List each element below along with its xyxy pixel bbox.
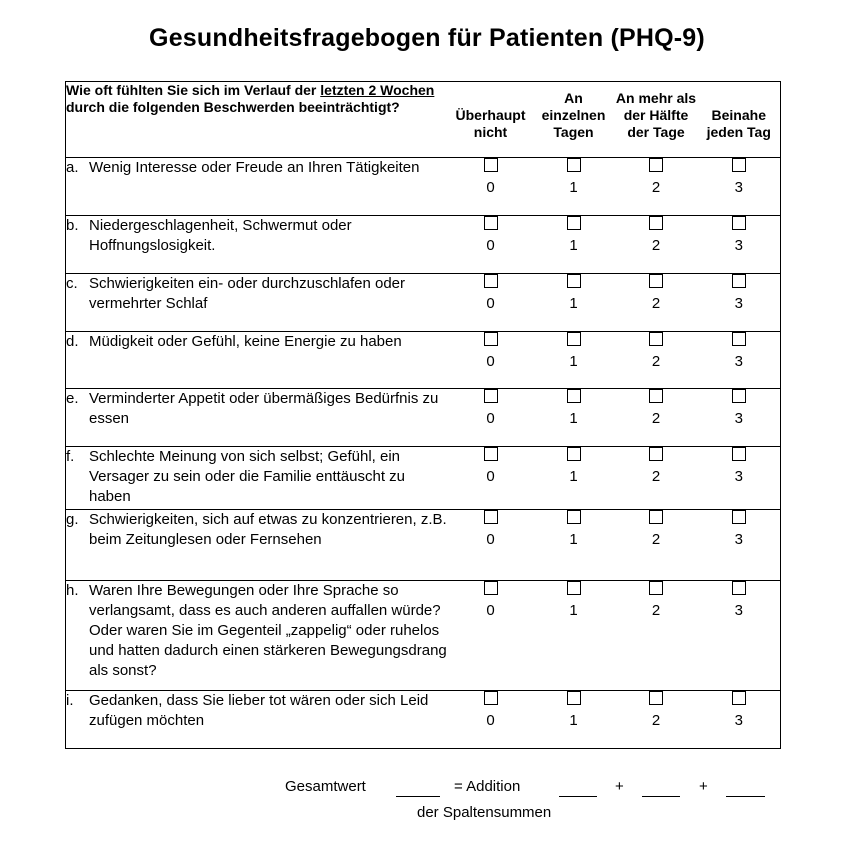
- answer-option-cell: [533, 332, 615, 389]
- answer-checkbox[interactable]: [484, 581, 498, 595]
- answer-checkbox[interactable]: [567, 389, 581, 403]
- answer-checkbox[interactable]: [484, 447, 498, 461]
- answer-option-cell: [698, 510, 781, 581]
- answer-checkbox[interactable]: [649, 389, 663, 403]
- addition-label: = Addition: [454, 778, 521, 795]
- total-blank: [396, 796, 440, 797]
- question-cell: [66, 158, 449, 216]
- question-cell: [66, 510, 449, 581]
- question-header: [66, 82, 449, 158]
- question-text: Gedanken, dass Sie lieber tot wären oder sich Leid zufügen möchten: [89, 692, 429, 729]
- answer-option-cell: [615, 447, 698, 510]
- answer-checkbox[interactable]: [732, 691, 746, 705]
- column-header-1: [533, 82, 615, 158]
- column-header-label: An mehr als der Hälfte der Tage: [615, 90, 697, 140]
- question-row: [66, 691, 781, 749]
- question-cell: [66, 332, 449, 389]
- answer-option-cell: [615, 389, 698, 447]
- table-body: [66, 158, 781, 749]
- question-row: [66, 447, 781, 510]
- answer-value: 3: [734, 237, 743, 254]
- answer-value: 1: [569, 410, 578, 427]
- answer-option-cell: [698, 274, 781, 332]
- answer-checkbox[interactable]: [649, 447, 663, 461]
- answer-checkbox[interactable]: [732, 447, 746, 461]
- answer-option-cell: [449, 389, 533, 447]
- answer-option-cell: [533, 158, 615, 216]
- answer-checkbox[interactable]: [732, 158, 746, 172]
- answer-value: 2: [651, 468, 661, 485]
- answer-option-cell: [533, 389, 615, 447]
- answer-checkbox[interactable]: [567, 158, 581, 172]
- answer-option-cell: [615, 510, 698, 581]
- answer-value: 2: [651, 237, 661, 254]
- answer-value: 2: [651, 295, 661, 312]
- answer-value: 3: [734, 531, 743, 548]
- answer-checkbox[interactable]: [484, 691, 498, 705]
- answer-value: 1: [569, 602, 578, 619]
- answer-value: 3: [734, 602, 743, 619]
- column-header-label: Überhaupt nicht: [455, 107, 526, 140]
- answer-option-cell: [698, 447, 781, 510]
- question-letter: i.: [66, 692, 74, 709]
- answer-value: 0: [486, 237, 495, 254]
- answer-option-cell: [698, 216, 781, 274]
- column-header-0: [449, 82, 533, 158]
- answer-value: 3: [734, 410, 743, 427]
- answer-checkbox[interactable]: [649, 274, 663, 288]
- answer-value: 2: [651, 353, 661, 370]
- table-header-row: [66, 82, 781, 158]
- answer-checkbox[interactable]: [484, 274, 498, 288]
- answer-checkbox[interactable]: [567, 332, 581, 346]
- answer-value: 1: [569, 237, 578, 254]
- question-letter: b.: [66, 217, 79, 234]
- question-text: Wenig Interesse oder Freude an Ihren Tätigkeiten: [89, 159, 420, 176]
- question-cell: [66, 691, 449, 749]
- answer-option-cell: [615, 158, 698, 216]
- answer-checkbox[interactable]: [484, 510, 498, 524]
- column-header-2: [615, 82, 698, 158]
- answer-checkbox[interactable]: [732, 581, 746, 595]
- answer-checkbox[interactable]: [567, 274, 581, 288]
- question-row: [66, 581, 781, 691]
- question-header-timeframe: letzten 2 Wochen: [320, 82, 435, 98]
- answer-checkbox[interactable]: [484, 158, 498, 172]
- answer-option-cell: [533, 691, 615, 749]
- question-text: Schlechte Meinung von sich selbst; Gefühl, ein Versager zu sein oder die Familie enttäuscht zu haben: [89, 448, 406, 505]
- question-letter: d.: [66, 333, 79, 350]
- answer-value: 3: [734, 468, 743, 485]
- question-letter: e.: [66, 390, 79, 407]
- question-cell: [66, 581, 449, 691]
- question-row: [66, 158, 781, 216]
- answer-checkbox[interactable]: [567, 216, 581, 230]
- column-header-label: An einzelnen Tagen: [541, 90, 606, 140]
- answer-value: 2: [651, 531, 661, 548]
- column-header-label: Beinahe jeden Tag: [706, 107, 771, 140]
- answer-value: 0: [486, 410, 495, 427]
- answer-option-cell: [615, 274, 698, 332]
- answer-value: 3: [734, 712, 743, 729]
- answer-value: 0: [486, 531, 495, 548]
- column-header-3: [698, 82, 781, 158]
- answer-value: 0: [486, 712, 495, 729]
- answer-checkbox[interactable]: [484, 216, 498, 230]
- answer-option-cell: [615, 332, 698, 389]
- answer-checkbox[interactable]: [567, 581, 581, 595]
- answer-checkbox[interactable]: [567, 447, 581, 461]
- answer-option-cell: [615, 581, 698, 691]
- answer-checkbox[interactable]: [567, 691, 581, 705]
- question-row: [66, 510, 781, 581]
- answer-option-cell: [449, 447, 533, 510]
- phq9-table: [65, 81, 781, 749]
- answer-value: 1: [569, 712, 578, 729]
- question-row: [66, 216, 781, 274]
- plus-sign-2: +: [699, 778, 708, 795]
- question-text: Müdigkeit oder Gefühl, keine Energie zu haben: [89, 333, 402, 350]
- answer-value: 1: [569, 468, 578, 485]
- answer-checkbox[interactable]: [649, 216, 663, 230]
- question-letter: g.: [66, 511, 79, 528]
- answer-checkbox[interactable]: [732, 216, 746, 230]
- answer-checkbox[interactable]: [732, 274, 746, 288]
- question-text: Waren Ihre Bewegungen oder Ihre Sprache so verlangsamt, dass es auch anderen auffallen würde? Oder waren Sie im Gegenteil „zappelig“ oder ruhelos und hatten dadurch einen stärkeren Bewegungsdrang als sonst?: [89, 582, 447, 679]
- question-text: Schwierigkeiten, sich auf etwas zu konzentrieren, z.B. beim Zeitunglesen oder Fernsehen: [89, 511, 447, 548]
- question-letter: a.: [66, 159, 79, 176]
- plus-sign-1: +: [615, 778, 624, 795]
- answer-value: 2: [651, 602, 661, 619]
- answer-checkbox[interactable]: [484, 332, 498, 346]
- answer-value: 1: [569, 295, 578, 312]
- answer-option-cell: [449, 691, 533, 749]
- answer-checkbox[interactable]: [732, 510, 746, 524]
- answer-option-cell: [615, 691, 698, 749]
- answer-checkbox[interactable]: [649, 691, 663, 705]
- answer-option-cell: [615, 216, 698, 274]
- answer-checkbox[interactable]: [649, 510, 663, 524]
- question-header-part2: durch die folgenden Beschwerden beeinträchtigt?: [66, 99, 400, 115]
- answer-value: 0: [486, 179, 495, 196]
- answer-option-cell: [449, 510, 533, 581]
- answer-option-cell: [533, 447, 615, 510]
- answer-value: 1: [569, 531, 578, 548]
- question-row: [66, 389, 781, 447]
- answer-option-cell: [533, 510, 615, 581]
- answer-value: 3: [734, 353, 743, 370]
- question-text: Schwierigkeiten ein- oder durchzuschlafen oder vermehrter Schlaf: [89, 275, 406, 312]
- answer-value: 3: [734, 295, 743, 312]
- answer-option-cell: [698, 332, 781, 389]
- question-cell: [66, 216, 449, 274]
- question-text: Niedergeschlagenheit, Schwermut oder Hoffnungslosigkeit.: [89, 217, 352, 254]
- question-row: [66, 332, 781, 389]
- answer-value: 1: [569, 353, 578, 370]
- answer-value: 0: [486, 353, 495, 370]
- answer-option-cell: [698, 158, 781, 216]
- answer-option-cell: [449, 158, 533, 216]
- answer-option-cell: [449, 274, 533, 332]
- answer-value: 3: [734, 179, 743, 196]
- answer-option-cell: [533, 274, 615, 332]
- column-sum-blank-1: [559, 796, 597, 797]
- answer-value: 0: [486, 295, 495, 312]
- total-label: Gesamtwert: [285, 778, 366, 795]
- answer-option-cell: [698, 581, 781, 691]
- question-text: Verminderter Appetit oder übermäßiges Bedürfnis zu essen: [89, 390, 439, 427]
- question-cell: [66, 447, 449, 510]
- answer-option-cell: [533, 216, 615, 274]
- answer-checkbox[interactable]: [649, 332, 663, 346]
- answer-option-cell: [449, 581, 533, 691]
- answer-option-cell: [449, 332, 533, 389]
- answer-checkbox[interactable]: [649, 158, 663, 172]
- answer-value: 0: [486, 468, 495, 485]
- answer-checkbox[interactable]: [567, 510, 581, 524]
- question-row: [66, 274, 781, 332]
- answer-checkbox[interactable]: [732, 332, 746, 346]
- question-cell: [66, 389, 449, 447]
- answer-option-cell: [698, 389, 781, 447]
- answer-value: 1: [569, 179, 578, 196]
- answer-option-cell: [533, 581, 615, 691]
- answer-value: 2: [651, 712, 661, 729]
- column-sums-label: der Spaltensummen: [417, 804, 552, 821]
- answer-checkbox[interactable]: [649, 581, 663, 595]
- answer-value: 2: [651, 410, 661, 427]
- answer-value: 0: [486, 602, 495, 619]
- question-cell: [66, 274, 449, 332]
- column-sum-blank-2: [642, 796, 680, 797]
- question-header-part1: Wie oft fühlten Sie sich im Verlauf der: [66, 82, 321, 98]
- form-title: Gesundheitsfragebogen für Patienten (PHQ-9): [149, 24, 705, 52]
- column-sum-blank-3: [726, 796, 765, 797]
- answer-option-cell: [449, 216, 533, 274]
- answer-checkbox[interactable]: [732, 389, 746, 403]
- question-letter: h.: [66, 582, 79, 599]
- answer-option-cell: [698, 691, 781, 749]
- question-letter: c.: [66, 275, 78, 292]
- question-letter: f.: [66, 448, 75, 465]
- answer-checkbox[interactable]: [484, 389, 498, 403]
- answer-value: 2: [651, 179, 661, 196]
